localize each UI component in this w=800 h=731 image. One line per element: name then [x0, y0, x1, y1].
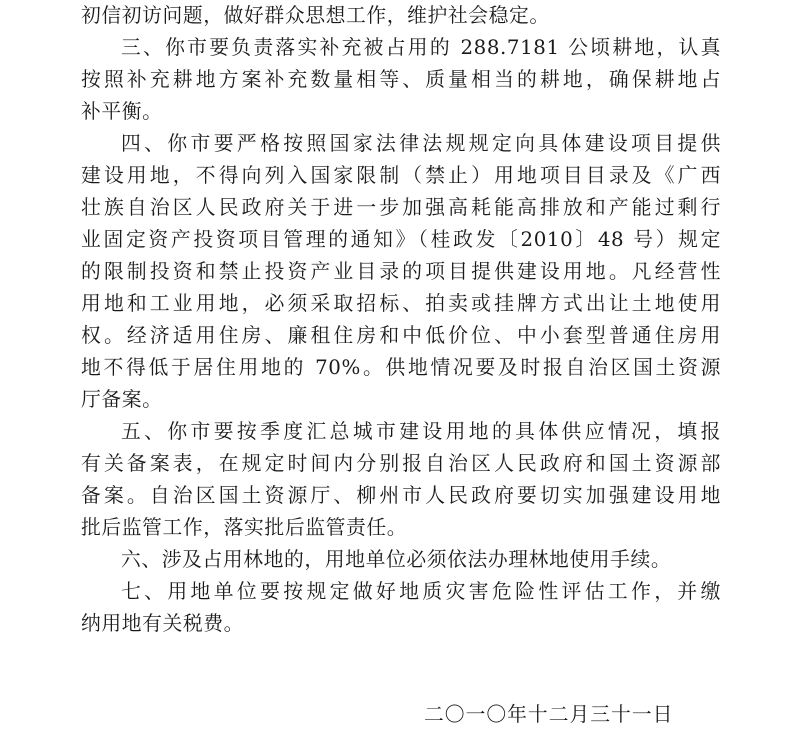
text-line: 按照补充耕地方案补充数量相等、质量相当的耕地，确保耕地占	[81, 68, 721, 91]
text-line: 备案。自治区国土资源厅、柳州市人民政府要切实加强建设用地	[81, 484, 721, 507]
text-line: 三、你市要负责落实补充被占用的 288.7181 公顷耕地，认真	[121, 36, 721, 59]
text-line: 初信初访问题，做好群众思想工作，维护社会稳定。	[81, 4, 550, 27]
text-line: 厅备案。	[81, 388, 163, 411]
text-line: 补平衡。	[81, 100, 163, 123]
text-line: 有关备案表，在规定时间内分别报自治区人民政府和国土资源部	[81, 452, 721, 475]
text-line: 四、你市要严格按照国家法律法规规定向具体建设项目提供	[121, 132, 721, 155]
document-body	[81, 0, 721, 640]
text-line: 的限制投资和禁止投资产业目录的项目提供建设用地。凡经营性	[81, 260, 721, 283]
text-line: 建设用地，不得向列入国家限制（禁止）用地项目目录及《广西	[81, 164, 721, 187]
text-line: 地不得低于居住用地的 70%。供地情况要及时报自治区国土资源	[81, 356, 721, 379]
text-line: 五、你市要按季度汇总城市建设用地的具体供应情况，填报	[121, 420, 721, 443]
text-line: 批后监管工作，落实批后监管责任。	[81, 516, 408, 539]
text-line: 壮族自治区人民政府关于进一步加强高耗能高排放和产能过剩行	[81, 196, 721, 219]
text-line: 权。经济适用住房、廉租住房和中低价位、中小套型普通住房用	[81, 324, 721, 347]
text-line: 七、用地单位要按规定做好地质灾害危险性评估工作，并缴	[121, 580, 721, 603]
text-line: 纳用地有关税费。	[81, 612, 245, 635]
text-line: 六、涉及占用林地的，用地单位必须依法办理林地使用手续。	[121, 548, 672, 571]
text-line: 业固定资产投资项目管理的通知》（桂政发〔2010〕48 号）规定	[81, 228, 721, 251]
text-line: 用地和工业用地，必须采取招标、拍卖或挂牌方式出让土地使用	[81, 292, 721, 315]
document-date: 二〇一〇年十二月三十一日	[424, 703, 674, 726]
